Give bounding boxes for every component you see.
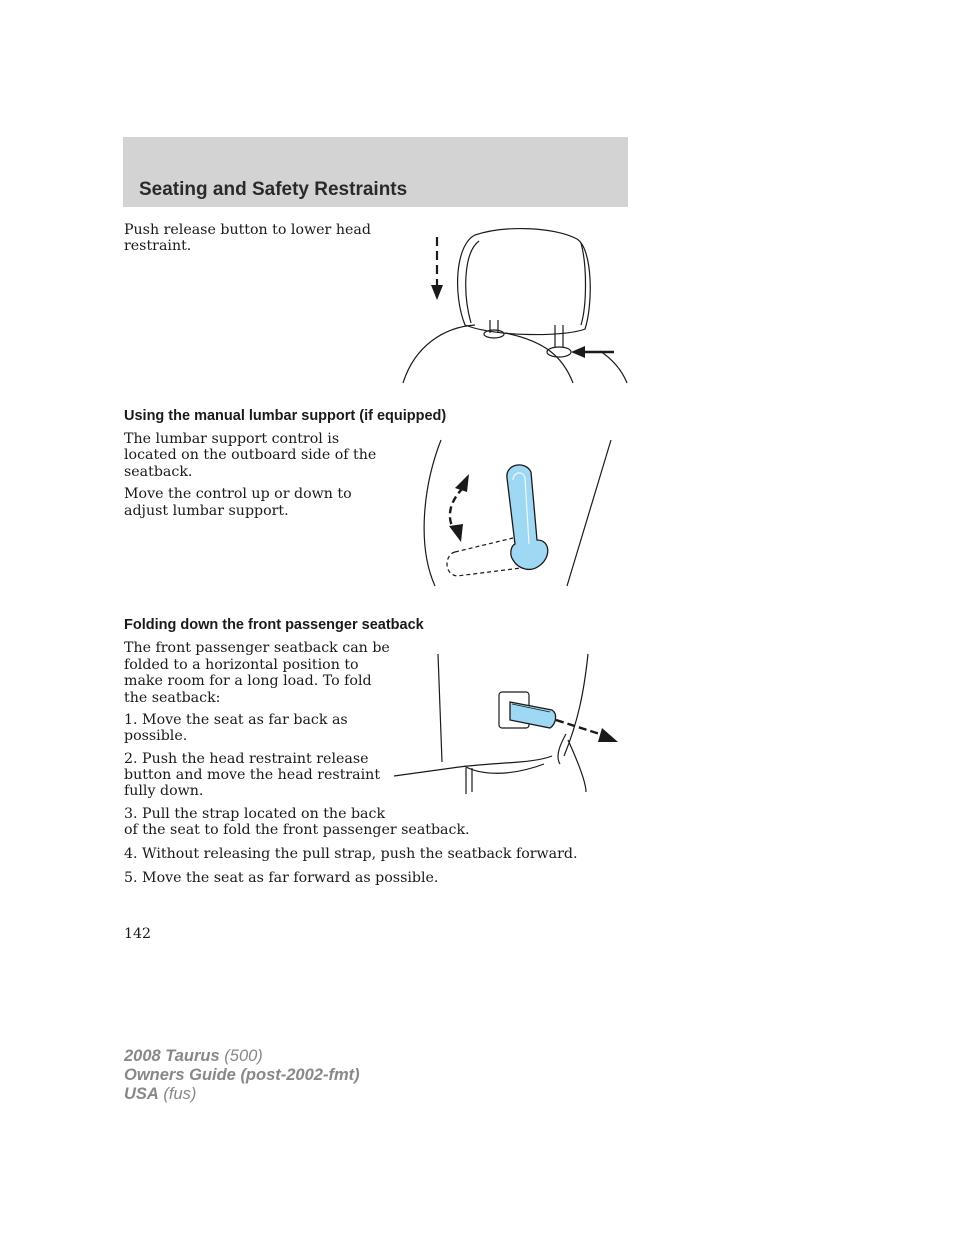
head-restraint-text-line2: restraint. (124, 238, 192, 254)
fold-step-4: 4. Without releasing the pull strap, push the seatback forward. (124, 846, 578, 862)
fold-step-2: 2. Push the head restraint release (124, 751, 369, 767)
fold-step-3: of the seat to fold the front passenger seatback. (124, 822, 470, 838)
fold-step-2: button and move the head restraint (124, 767, 381, 783)
fold-intro-line: The front passenger seatback can be (124, 640, 390, 656)
footer-market: USA (124, 1085, 159, 1103)
fold-intro-line: folded to a horizontal position to (124, 657, 359, 673)
head-restraint-text-line1: Push release button to lower head (124, 222, 371, 238)
page-number: 142 (124, 926, 152, 942)
footer-model: 2008 Taurus (124, 1047, 220, 1065)
document-footer (124, 1047, 360, 1104)
fold-seatback-heading: Folding down the front passenger seatback (124, 617, 424, 633)
lumbar-control-illustration (415, 436, 620, 588)
lumbar-text-line: located on the outboard side of the (124, 447, 377, 463)
fold-intro-line: make room for a long load. To fold (124, 673, 372, 689)
lumbar-text-line: The lumbar support control is (124, 431, 340, 447)
footer-model-code: (500) (219, 1047, 263, 1065)
head-restraint-illustration (395, 225, 635, 387)
fold-step-1: possible. (124, 728, 188, 744)
lumbar-text-line: Move the control up or down to (124, 486, 352, 502)
footer-market-code: (fus) (158, 1085, 197, 1103)
fold-step-1: 1. Move the seat as far back as (124, 712, 348, 728)
section-header-band (123, 137, 628, 207)
lumbar-text-line: adjust lumbar support. (124, 503, 289, 519)
footer-guide-name: Owners Guide (post-2002-fmt) (124, 1066, 360, 1084)
fold-step-3: 3. Pull the strap located on the back (124, 806, 386, 822)
lumbar-heading: Using the manual lumbar support (if equipped) (124, 408, 447, 424)
fold-step-2: fully down. (124, 783, 204, 799)
fold-intro-line: the seatback: (124, 690, 221, 706)
seatback-strap-illustration (392, 652, 622, 797)
fold-step-5: 5. Move the seat as far forward as possible. (124, 870, 439, 886)
section-title: Seating and Safety Restraints (139, 179, 408, 200)
lumbar-text-line: seatback. (124, 464, 193, 480)
